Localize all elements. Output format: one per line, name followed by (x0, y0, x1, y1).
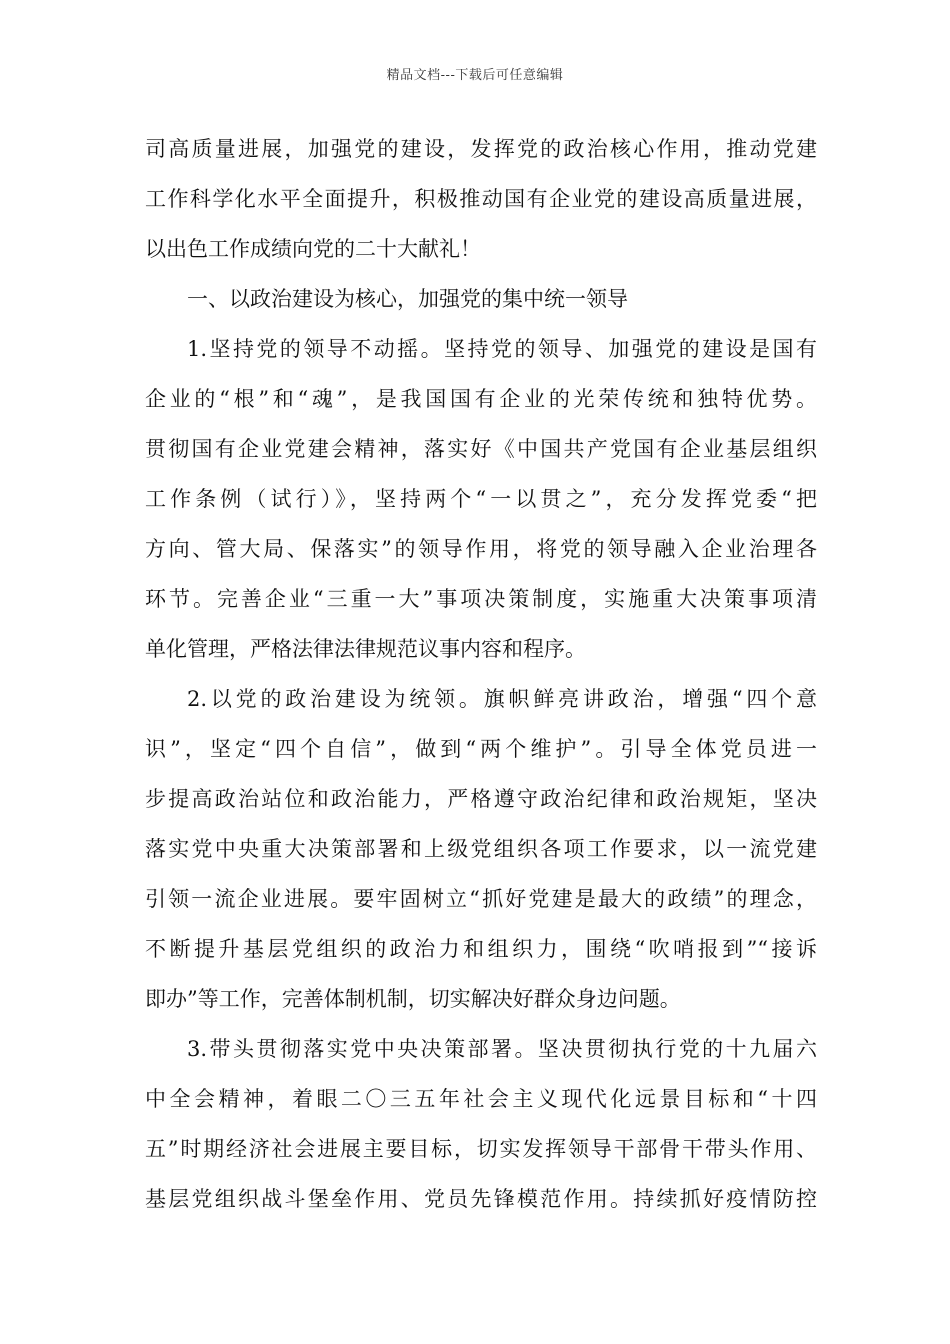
text-line: 不断提升基层党组织的政治力和组织力，围绕“吹哨报到”“接诉 (145, 937, 817, 961)
text-line: 工作科学化水平全面提升，积极推动国有企业党的建设高质量进展， (145, 187, 817, 211)
page-header: 精品文档---下载后可任意编辑 (386, 68, 564, 83)
text-line: 基层党组织战斗堡垒作用、党员先锋模范作用。持续抓好疫情防控 (145, 1187, 817, 1211)
text-line: 3.带头贯彻落实党中央决策部署。坚决贯彻执行党的十九届六 (187, 1037, 817, 1061)
text-line: 贯彻国有企业党建会精神，落实好《中国共产党国有企业基层组织 (145, 437, 817, 461)
text-line: 即办”等工作，完善体制机制，切实解决好群众身边问题。 (145, 987, 681, 1011)
text-line: 中全会精神，着眼二〇三五年社会主义现代化远景目标和“十四 (145, 1087, 817, 1111)
text-line: 引领一流企业进展。要牢固树立“抓好党建是最大的政绩”的理念， (145, 887, 817, 911)
text-line: 以出色工作成绩向党的二十大献礼！ (145, 237, 481, 261)
text-line: 企业的“根”和“魂”，是我国国有企业的光荣传统和独特优势。 (145, 387, 817, 411)
text-line: 司高质量进展，加强党的建设，发挥党的政治核心作用，推动党建 (145, 137, 817, 161)
document-body (145, 124, 817, 1224)
text-line: 五”时期经济社会进展主要目标，切实发挥领导干部骨干带头作用、 (145, 1137, 817, 1161)
text-line: 步提高政治站位和政治能力，严格遵守政治纪律和政治规矩，坚决 (145, 787, 817, 811)
text-line: 工作条例（试行）》，坚持两个“一以贯之”，充分发挥党委“把 (145, 487, 817, 511)
text-line: 落实党中央重大决策部署和上级党组织各项工作要求，以一流党建 (145, 837, 817, 861)
text-line: 方向、管大局、保落实”的领导作用，将党的领导融入企业治理各 (145, 537, 817, 561)
text-line: 单化管理，严格法律法律规范议事内容和程序。 (145, 637, 586, 661)
text-line: 识”，坚定“四个自信”，做到“两个维护”。引导全体党员进一 (145, 737, 817, 761)
text-line: 一、以政治建设为核心，加强党的集中统一领导 (187, 287, 628, 311)
text-line: 1.坚持党的领导不动摇。坚持党的领导、加强党的建设是国有 (187, 337, 817, 361)
text-line: 环节。完善企业“三重一大”事项决策制度，实施重大决策事项清 (145, 587, 817, 611)
text-line: 2.以党的政治建设为统领。旗帜鲜亮讲政治，增强“四个意 (187, 687, 817, 711)
